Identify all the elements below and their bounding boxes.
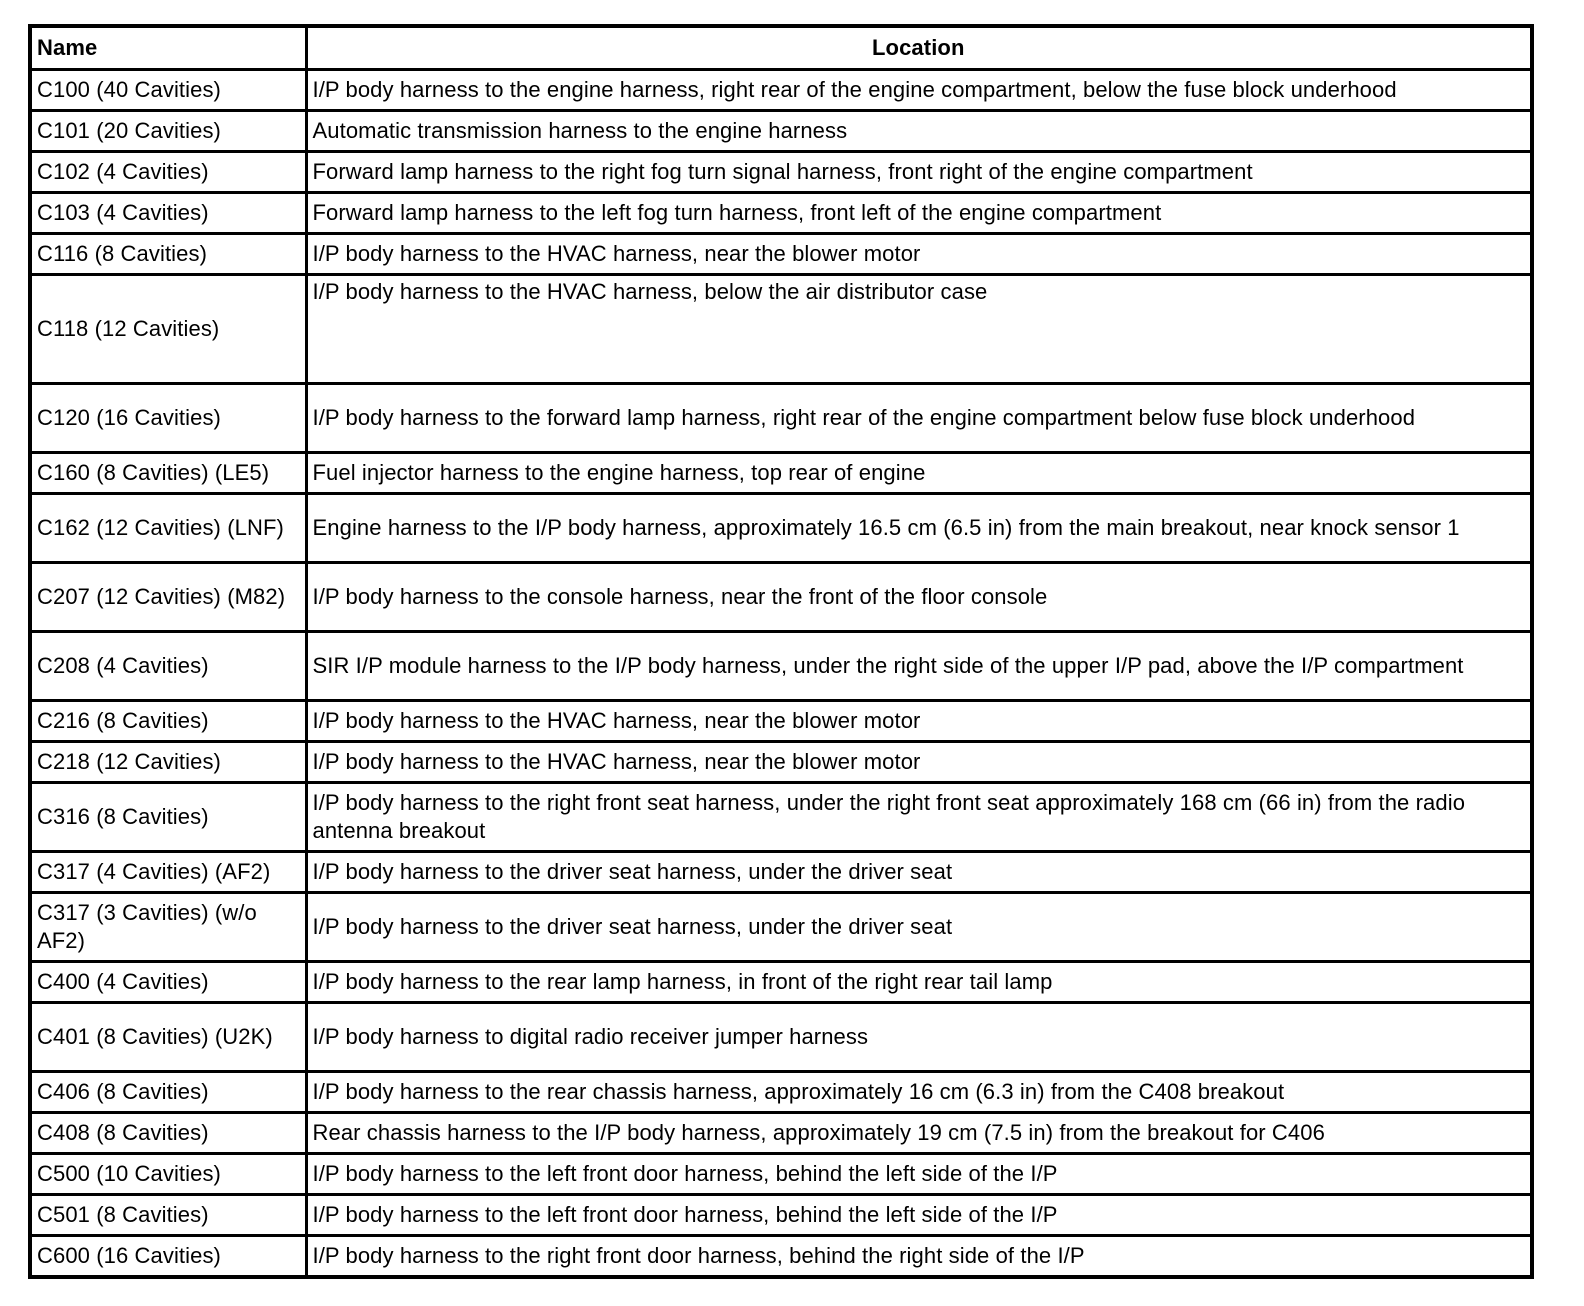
connector-name-cell: C500 (10 Cavities) [30,1154,306,1195]
connector-name-cell: C116 (8 Cavities) [30,234,306,275]
table-row [30,1003,1532,1072]
connector-name-cell: C218 (12 Cavities) [30,742,306,783]
connector-location-cell: I/P body harness to the right front door harness, behind the right side of the I/P [306,1236,1532,1277]
connector-location-cell: Rear chassis harness to the I/P body harness, approximately 19 cm (7.5 in) from the breakout for C406 [306,1113,1532,1154]
connector-name-cell: C100 (40 Cavities) [30,70,306,111]
connector-name-cell: C317 (4 Cavities) (AF2) [30,852,306,893]
table-row [30,1154,1532,1195]
connector-name-cell: C408 (8 Cavities) [30,1113,306,1154]
connector-location-cell: I/P body harness to the rear chassis harness, approximately 16 cm (6.3 in) from the C408 breakout [306,1072,1532,1113]
connector-location-cell: I/P body harness to the HVAC harness, below the air distributor case [306,275,1532,384]
connector-name-cell: C400 (4 Cavities) [30,962,306,1003]
name-column-header: Name [30,26,306,70]
connector-name-cell: C501 (8 Cavities) [30,1195,306,1236]
connector-location-cell: I/P body harness to the driver seat harness, under the driver seat [306,893,1532,962]
connector-name-cell: C120 (16 Cavities) [30,384,306,453]
connector-location-cell: I/P body harness to the HVAC harness, near the blower motor [306,742,1532,783]
table-row [30,234,1532,275]
connector-name-cell: C101 (20 Cavities) [30,111,306,152]
connector-location-cell: I/P body harness to the console harness, near the front of the floor console [306,563,1532,632]
connector-name-cell: C406 (8 Cavities) [30,1072,306,1113]
connector-location-cell: Fuel injector harness to the engine harness, top rear of engine [306,453,1532,494]
table-row [30,384,1532,453]
connector-location-cell: I/P body harness to the driver seat harness, under the driver seat [306,852,1532,893]
table-row [30,70,1532,111]
table-row [30,494,1532,563]
location-column-header: Location [306,26,1532,70]
connector-location-cell: Automatic transmission harness to the engine harness [306,111,1532,152]
table-row [30,193,1532,234]
table-row [30,453,1532,494]
connector-name-cell: C162 (12 Cavities) (LNF) [30,494,306,563]
table-row [30,852,1532,893]
table-row [30,632,1532,701]
connector-location-cell: Forward lamp harness to the right fog turn signal harness, front right of the engine compartment [306,152,1532,193]
connector-name-cell: C207 (12 Cavities) (M82) [30,563,306,632]
connector-location-table [28,24,1534,1279]
connector-location-cell: I/P body harness to the left front door harness, behind the left side of the I/P [306,1195,1532,1236]
table-row [30,1113,1532,1154]
table-row [30,1072,1532,1113]
connector-location-cell: I/P body harness to the left front door harness, behind the left side of the I/P [306,1154,1532,1195]
connector-name-cell: C317 (3 Cavities) (w/o AF2) [30,893,306,962]
connector-name-cell: C208 (4 Cavities) [30,632,306,701]
connector-name-cell: C216 (8 Cavities) [30,701,306,742]
connector-name-cell: C600 (16 Cavities) [30,1236,306,1277]
connector-location-cell: I/P body harness to the right front seat harness, under the right front seat approximately 168 cm (66 in) from the radio antenna breakout [306,783,1532,852]
connector-location-cell: Forward lamp harness to the left fog turn harness, front left of the engine compartment [306,193,1532,234]
connector-location-cell: I/P body harness to the engine harness, right rear of the engine compartment, below the fuse block underhood [306,70,1532,111]
table-row [30,742,1532,783]
connector-location-cell: SIR I/P module harness to the I/P body harness, under the right side of the upper I/P pad, above the I/P compartment [306,632,1532,701]
table-row [30,962,1532,1003]
table-row [30,783,1532,852]
connector-location-cell: I/P body harness to the HVAC harness, near the blower motor [306,701,1532,742]
table-row [30,1195,1532,1236]
connector-name-cell: C102 (4 Cavities) [30,152,306,193]
table-row [30,563,1532,632]
connector-name-cell: C316 (8 Cavities) [30,783,306,852]
table-row [30,701,1532,742]
connector-location-cell: I/P body harness to the rear lamp harness, in front of the right rear tail lamp [306,962,1532,1003]
connector-location-cell: Engine harness to the I/P body harness, approximately 16.5 cm (6.5 in) from the main breakout, near knock sensor 1 [306,494,1532,563]
connector-location-cell: I/P body harness to digital radio receiver jumper harness [306,1003,1532,1072]
table-row [30,893,1532,962]
connector-name-cell: C160 (8 Cavities) (LE5) [30,453,306,494]
header-row [30,26,1532,70]
connector-name-cell: C118 (12 Cavities) [30,275,306,384]
connector-name-cell: C103 (4 Cavities) [30,193,306,234]
table-row [30,1236,1532,1277]
table-row [30,152,1532,193]
connector-name-cell: C401 (8 Cavities) (U2K) [30,1003,306,1072]
connector-location-cell: I/P body harness to the HVAC harness, near the blower motor [306,234,1532,275]
table-row [30,111,1532,152]
table-row [30,275,1532,384]
connector-location-cell: I/P body harness to the forward lamp harness, right rear of the engine compartment below fuse block underhood [306,384,1532,453]
